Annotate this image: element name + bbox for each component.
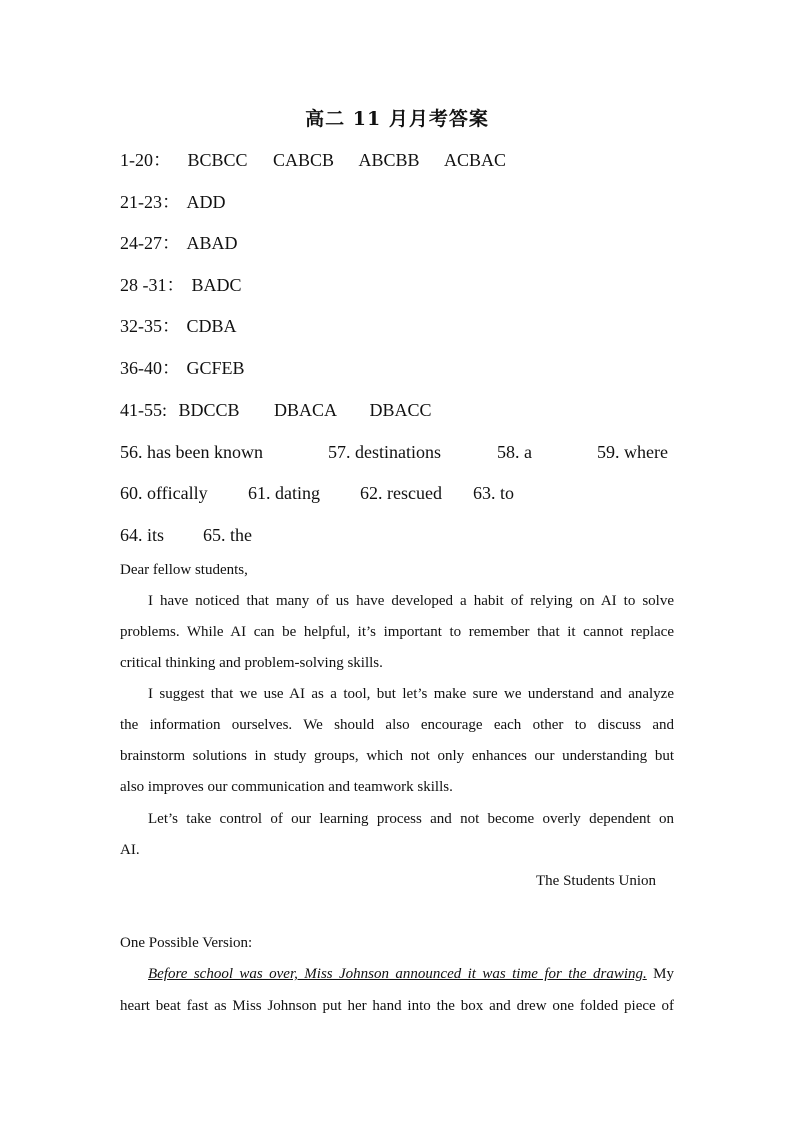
fill-in-answer: 56. has been known (120, 442, 263, 462)
answer-range-label: 1-20： (120, 150, 171, 170)
letter-line: I suggest that we use AI as a tool, but let’s make sure we understand and analyze (148, 686, 674, 702)
answer-range-label: 36-40： (120, 358, 180, 378)
fill-in-answer: 59. where (597, 442, 668, 462)
answer-row (120, 274, 242, 296)
answer-group: BDCCB (178, 400, 240, 420)
answer-row (120, 232, 238, 254)
story-heading: One Possible Version: (120, 935, 253, 951)
answer-range-label: 24-27： (120, 233, 180, 253)
answer-group: BADC (191, 275, 242, 295)
fill-in-answer: 63. to (473, 483, 515, 503)
fill-in-answer: 57. destinations (328, 442, 441, 462)
fill-in-answer: 65. the (203, 525, 252, 545)
story-underlined-sentence: Before school was over, Miss Johnson announced it was time for the drawing. (148, 966, 647, 982)
answer-group: DBACA (274, 400, 338, 420)
answer-range-label: 21-23： (120, 192, 180, 212)
answer-row (120, 357, 245, 379)
letter-line: Let’s take control of our learning process and not become overly dependent on (148, 811, 674, 827)
fill-in-answer: 64. its (120, 525, 165, 545)
answer-group: BCBCC (187, 150, 248, 170)
story-first-line-rest: My (646, 966, 674, 982)
letter-line: brainstorm solutions in study groups, which not only enhances our understanding but (120, 748, 674, 764)
answer-group: ABCBB (358, 150, 420, 170)
fill-in-answer: 61. dating (248, 483, 320, 503)
answer-group: ADD (186, 192, 226, 212)
letter-line: the information ourselves. We should also encourage each other to discuss and (120, 717, 674, 733)
answer-group: ACBAC (444, 150, 507, 170)
letter-line: also improves our communication and teamwork skills. (120, 779, 453, 795)
letter-line: critical thinking and problem-solving skills. (120, 655, 383, 671)
answer-group: CDBA (186, 316, 237, 336)
answer-row (120, 191, 226, 213)
answer-group: DBACC (369, 400, 432, 420)
fill-in-answer: 60. offically (120, 483, 208, 503)
answer-group: CABCB (273, 150, 335, 170)
answer-range-label: 32-35： (120, 316, 180, 336)
answer-group: GCFEB (186, 358, 245, 378)
answer-range-label: 28 -31： (120, 275, 185, 295)
fill-in-answer: 58. a (497, 442, 532, 462)
story-first-line (148, 966, 674, 983)
answer-row (120, 149, 506, 171)
page-title: 高二 11 月月考答案 (305, 108, 489, 130)
letter-line: problems. While AI can be helpful, it’s important to remember that it cannot replace (120, 624, 674, 640)
letter-greeting: Dear fellow students, (120, 562, 248, 578)
answer-row (120, 399, 432, 421)
answer-range-label: 41-55: (120, 400, 167, 420)
fill-in-answer: 62. rescued (360, 483, 442, 503)
letter-line: AI. (120, 842, 140, 858)
letter-line: I have noticed that many of us have developed a habit of relying on AI to solve (148, 593, 674, 609)
answer-row (120, 315, 237, 337)
answer-group: ABAD (186, 233, 238, 253)
letter-signature: The Students Union (536, 873, 656, 889)
story-line: heart beat fast as Miss Johnson put her hand into the box and drew one folded piece of (120, 998, 674, 1014)
